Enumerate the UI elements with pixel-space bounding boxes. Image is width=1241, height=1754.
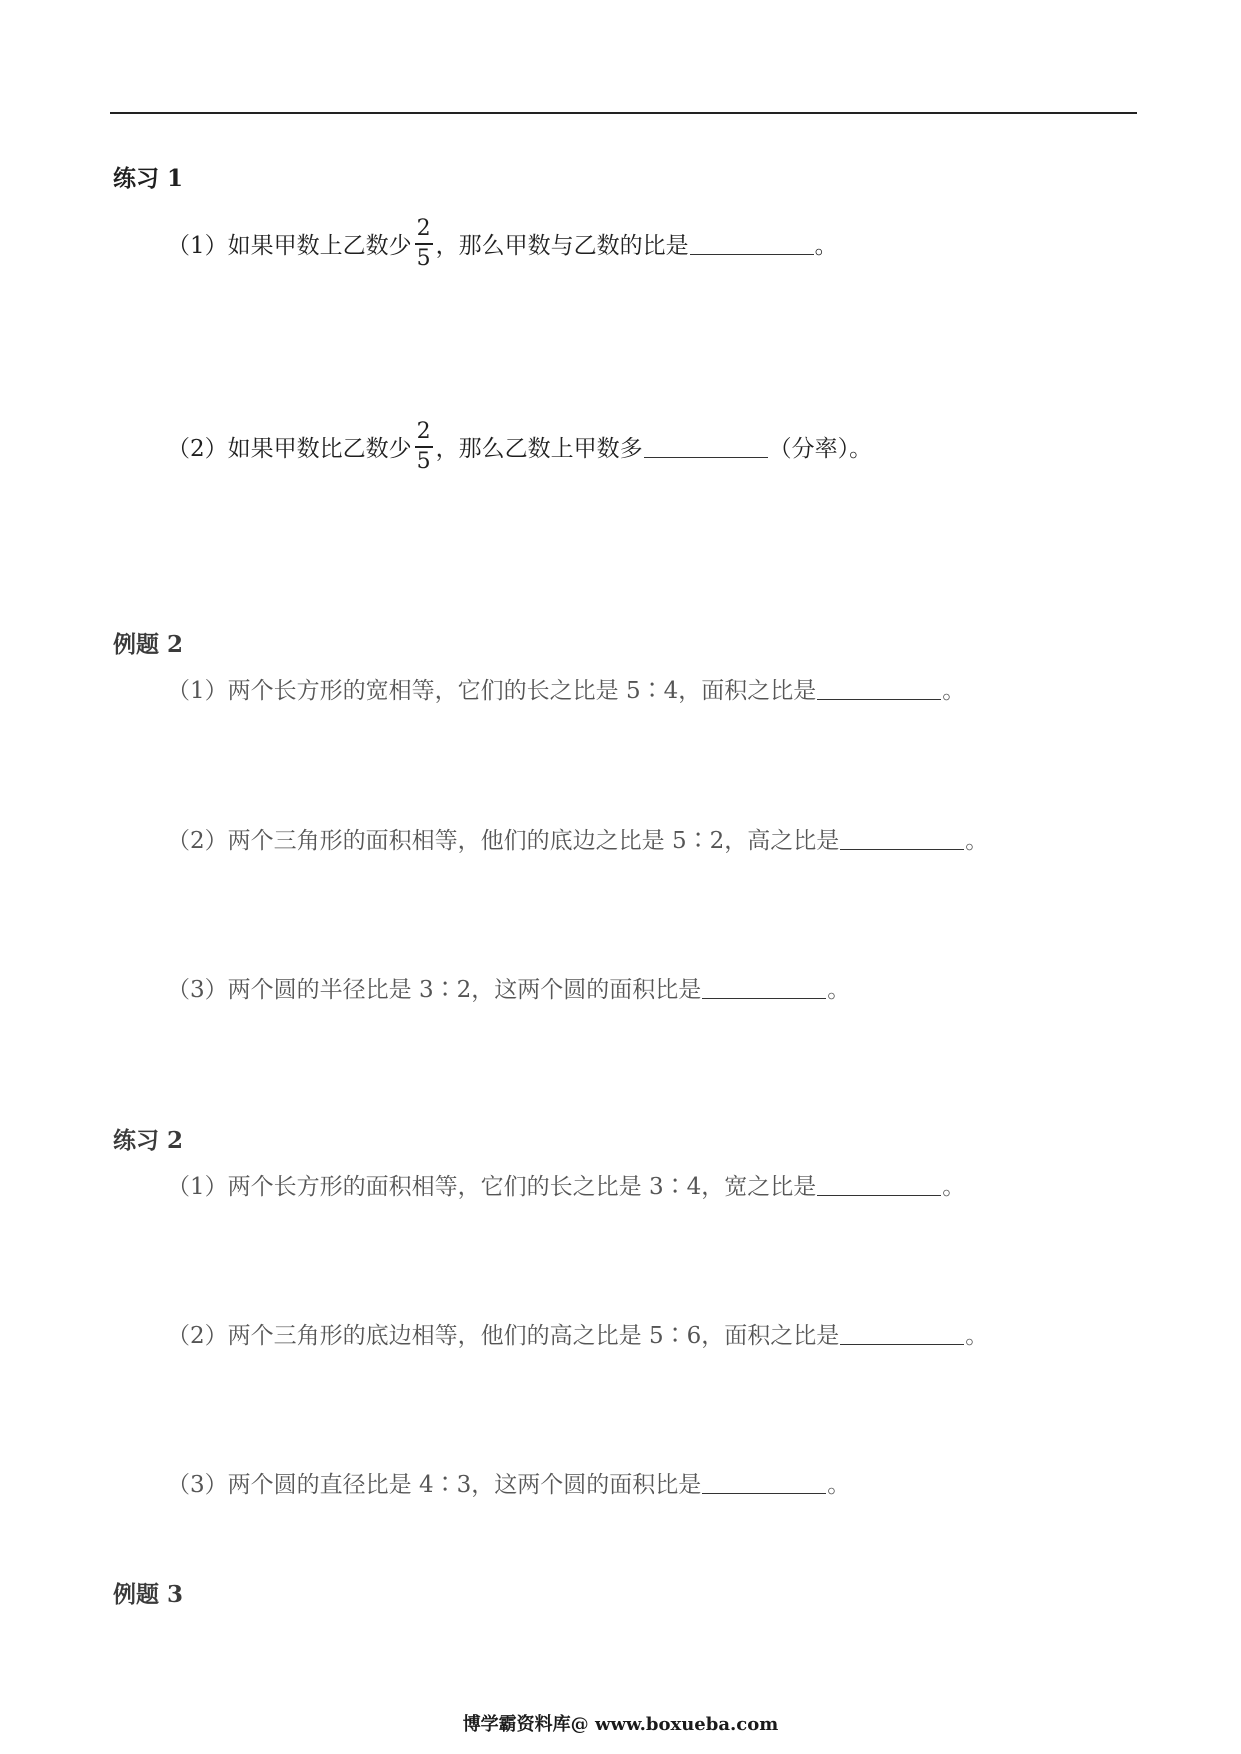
footer-watermark: 博学霸资料库@ www.boxueba.com — [462, 1714, 779, 1735]
problem-liti2-1 — [167, 672, 965, 705]
problem-lianxi2-3 — [167, 1466, 850, 1499]
problem-text-end: 。 — [827, 1472, 851, 1498]
fraction-numerator: 2 — [416, 419, 431, 444]
problem-text-end: 。 — [965, 828, 989, 854]
answer-blank[interactable] — [817, 1173, 941, 1196]
problem-lianxi1-1 — [167, 218, 838, 270]
section-heading-lianxi2: 练习 2 — [113, 1127, 184, 1154]
problem-text: （1）两个长方形的宽相等，它们的长之比是 5∶4，面积之比是 — [167, 678, 817, 704]
problem-text-end: 。 — [965, 1323, 989, 1349]
problem-text-end: （分率）。 — [768, 436, 873, 463]
problem-lianxi2-2 — [167, 1317, 988, 1350]
problem-text: （2）两个三角形的底边相等，他们的高之比是 5∶6，面积之比是 — [167, 1323, 840, 1349]
top-rule — [110, 112, 1137, 114]
fraction-denominator: 5 — [416, 448, 431, 474]
answer-blank[interactable] — [817, 677, 941, 700]
fraction-denominator: 5 — [416, 245, 431, 271]
problem-text: （2）两个三角形的面积相等，他们的底边之比是 5∶2，高之比是 — [167, 828, 840, 854]
problem-text-pre: 如果甲数比乙数少 — [227, 436, 412, 463]
fraction — [414, 421, 434, 473]
problem-lianxi2-1 — [167, 1168, 965, 1201]
answer-blank[interactable] — [690, 232, 814, 255]
fraction-numerator: 2 — [416, 216, 431, 241]
problem-text: （1）两个长方形的面积相等，它们的长之比是 3∶4，宽之比是 — [167, 1174, 817, 1200]
answer-blank[interactable] — [702, 976, 826, 999]
problem-liti2-2 — [167, 822, 988, 855]
problem-text-end: 。 — [814, 233, 838, 260]
problem-number: （2） — [167, 436, 228, 463]
problem-text-post: ，那么乙数上甲数多 — [435, 436, 643, 463]
problem-number: （1） — [167, 233, 228, 260]
problem-text-pre: 如果甲数上乙数少 — [227, 233, 412, 260]
problem-text: （3）两个圆的半径比是 3∶2，这两个圆的面积比是 — [167, 977, 702, 1003]
section-heading-liti3: 例题 3 — [113, 1581, 184, 1608]
problem-text-post: ，那么甲数与乙数的比是 — [435, 233, 689, 260]
answer-blank[interactable] — [644, 435, 768, 458]
problem-text-end: 。 — [942, 1174, 966, 1200]
answer-blank[interactable] — [840, 827, 964, 850]
section-heading-lianxi1: 练习 1 — [113, 165, 184, 192]
answer-blank[interactable] — [702, 1471, 826, 1494]
fraction — [414, 218, 434, 270]
problem-text: （3）两个圆的直径比是 4∶3，这两个圆的面积比是 — [167, 1472, 702, 1498]
problem-text-end: 。 — [827, 977, 851, 1003]
section-heading-liti2: 例题 2 — [113, 631, 184, 658]
problem-liti2-3 — [167, 971, 850, 1004]
answer-blank[interactable] — [840, 1322, 964, 1345]
problem-lianxi1-2 — [167, 421, 872, 473]
problem-text-end: 。 — [942, 678, 966, 704]
